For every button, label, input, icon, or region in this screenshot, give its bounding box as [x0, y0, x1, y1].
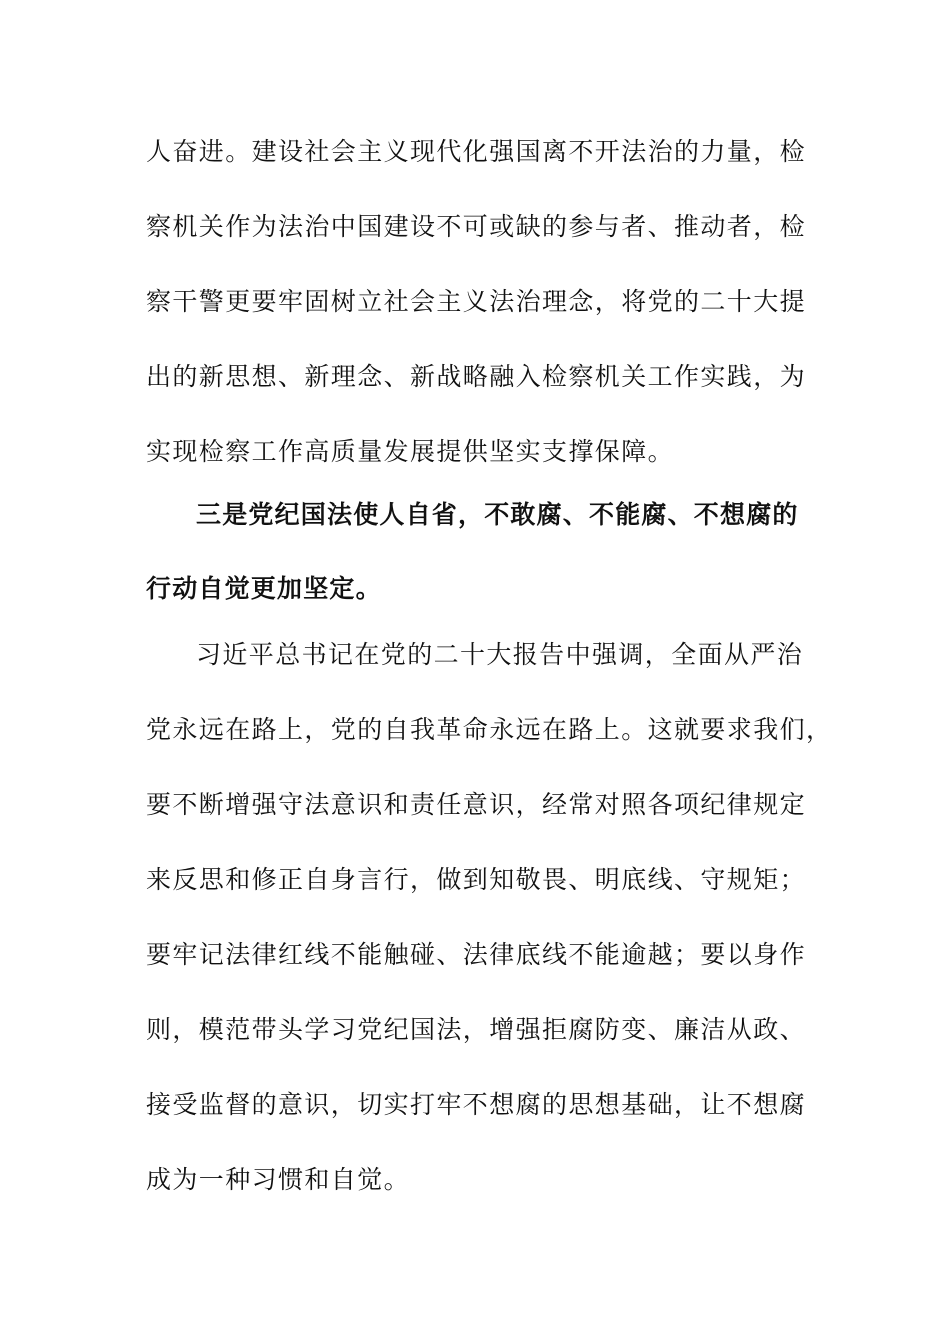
- text-line-2: 察机关作为法治中国建设不可或缺的参与者、推动者，检: [146, 212, 807, 241]
- text-line-4: 出的新思想、新理念、新战略融入检察机关工作实践，为: [146, 362, 807, 391]
- text-line-8: 习近平总书记在党的二十大报告中强调，全面从严治: [196, 640, 804, 669]
- text-line-9: 党永远在路上，党的自我革命永远在路上。这就要求我们，: [146, 715, 833, 744]
- section-heading-line-1: 三是党纪国法使人自省，不敢腐、不能腐、不想腐的: [196, 500, 799, 529]
- text-line-13: 则，模范带头学习党纪国法，增强拒腐防变、廉洁从政、: [146, 1015, 807, 1044]
- text-line-12: 要牢记法律红线不能触碰、法律底线不能逾越；要以身作: [146, 940, 807, 969]
- text-line-5: 实现检察工作高质量发展提供坚实支撑保障。: [146, 437, 675, 466]
- text-line-15: 成为一种习惯和自觉。: [146, 1165, 411, 1194]
- text-line-1: 人奋进。建设社会主义现代化强国离不开法治的力量，检: [146, 137, 807, 166]
- section-heading-line-2: 行动自觉更加坚定。: [146, 574, 382, 603]
- text-line-3: 察干警更要牢固树立社会主义法治理念，将党的二十大提: [146, 287, 807, 316]
- text-line-10: 要不断增强守法意识和责任意识，经常对照各项纪律规定: [146, 790, 807, 819]
- text-line-11: 来反思和修正自身言行，做到知敬畏、明底线、守规矩；: [146, 865, 807, 894]
- text-line-14: 接受监督的意识，切实打牢不想腐的思想基础，让不想腐: [146, 1090, 807, 1119]
